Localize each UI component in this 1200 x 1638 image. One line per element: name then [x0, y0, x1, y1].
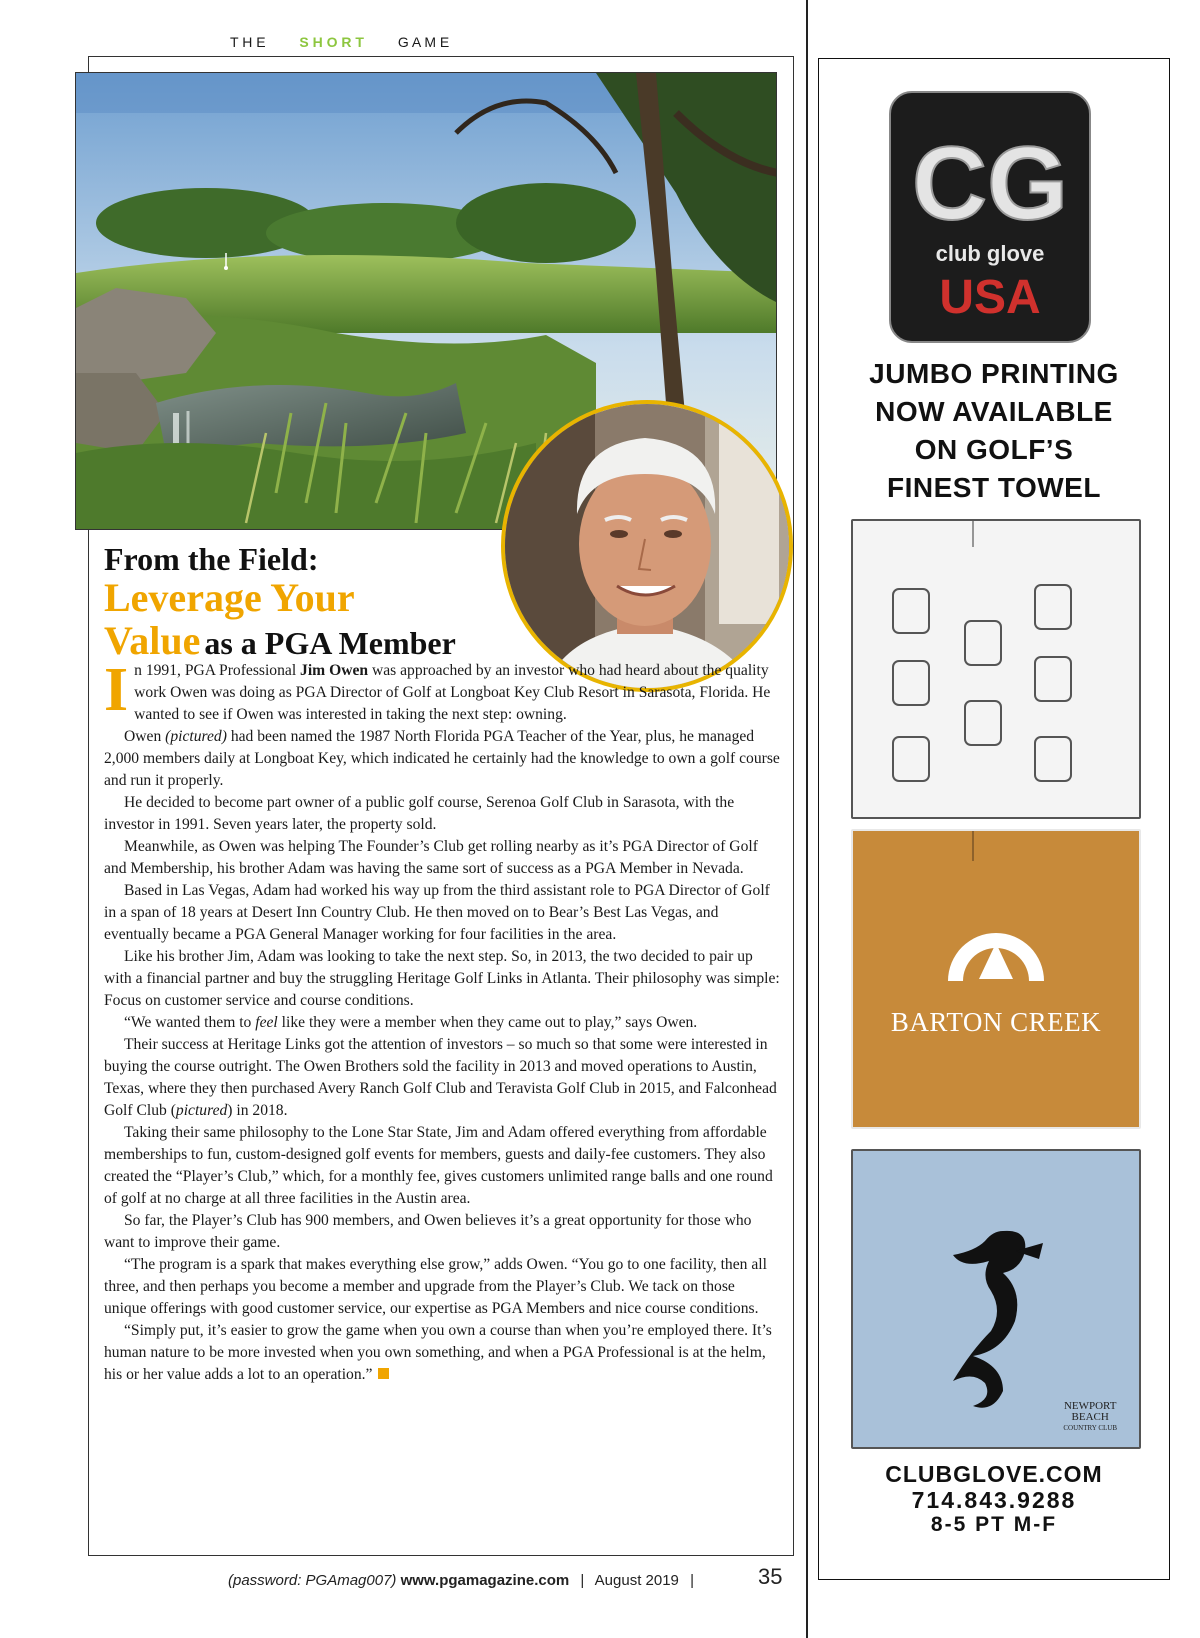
- headline-value: Value: [104, 618, 201, 663]
- barton-creek-text: BARTON CREEK: [890, 1007, 1102, 1037]
- towel-logo-mark: [965, 621, 1001, 665]
- ad-website[interactable]: CLUBGLOVE.COM: [885, 1461, 1103, 1487]
- page-number: 35: [758, 1564, 783, 1589]
- running-header-the: T H E: [230, 34, 266, 50]
- footer-date: August 2019: [594, 1572, 679, 1589]
- logo-cg-letters: CG: [912, 126, 1068, 242]
- paragraph-4: Meanwhile, as Owen was helping The Founder’s Club get rolling nearby as it’s PGA Director of Golf and Membership, his brother Adam was having the same sort of success as a PGA Member in Nevada.: [104, 838, 758, 877]
- end-of-article-mark: [378, 1368, 389, 1379]
- paragraph-2: Owen (pictured) had been named the 1987 North Florida PGA Teacher of the Year, plus, he managed 2,000 members daily at Longboat Key, which indicated he certainly had the knowledge to own a golf course and run it properly.: [104, 728, 780, 789]
- ad-headline: [819, 355, 1169, 507]
- towel-logo-mark: [1035, 737, 1071, 781]
- white-towel: [851, 519, 1141, 819]
- logo-club-glove-text: club glove: [935, 241, 1045, 266]
- headline-line-2: Leverage Your: [104, 575, 355, 620]
- ad-hours: 8-5 PT M-F: [930, 1513, 1058, 1536]
- footer-url[interactable]: www.pgamagazine.com: [400, 1572, 570, 1589]
- towel-logo-mark: [1035, 585, 1071, 629]
- club-glove-advertisement: [818, 58, 1170, 1580]
- paragraph-6: Like his brother Jim, Adam was looking to take the next step. So, in 2013, the two decided to pair up with a financial partner and buy the struggling Heritage Golf Links in Atlanta. Their philosophy was simple: Focus on customer service and course conditions.: [104, 948, 780, 1009]
- paragraph-8: Their success at Heritage Links got the attention of investors – so much so that some were interested in buying the course outright. The Owen Brothers sold the facility in 2013 and moved operations to Austin, Texas, where they then purchased Avery Ranch Golf Club and Teravista Golf Club in 2015, and Falconhead Golf Club (pictured) in 2018.: [104, 1036, 777, 1119]
- ad-headline-line-4: FINEST TOWEL: [887, 472, 1101, 503]
- paragraph-3: He decided to become part owner of a public golf course, Serenoa Golf Club in Sarasota, with the investor in 1991. Seven years later, the property sold.: [104, 794, 735, 833]
- towel-logo-mark: [1035, 657, 1071, 701]
- running-header-game: G A M E: [397, 34, 450, 50]
- ad-phone: 714.843.9288: [911, 1487, 1077, 1513]
- paragraph-11: “The program is a spark that makes everything else grow,” adds Owen. “You go to one facility, then all three, and then perhaps you become a member and upgrade from the Player’s Club. We tack on those unique offerings with good customer service, our expertise as PGA Members and nice course conditions.: [104, 1256, 767, 1317]
- club-glove-logo-badge: [889, 91, 1091, 343]
- club-glove-logo: [889, 91, 1091, 343]
- running-header: [230, 34, 479, 50]
- barton-creek-emblem: [853, 831, 1139, 1127]
- white-towel-logo-pattern: [853, 521, 1139, 817]
- jim-owen-name: Jim Owen: [300, 662, 369, 679]
- footer-password: (password: PGAmag007): [228, 1572, 397, 1589]
- headline-line-1: From the Field:: [104, 541, 319, 577]
- page-footer: [228, 1572, 701, 1589]
- paragraph-10: So far, the Player’s Club has 900 members, and Owen believes it’s a great opportunity for those who want to improve their game.: [104, 1212, 752, 1251]
- towel-logo-mark: [893, 661, 929, 705]
- headline-pga-member: as a PGA Member: [204, 625, 456, 661]
- paragraph-1: In 1991, PGA Professional Jim Owen was approached by an investor who had heard about the quality work Owen was doing as PGA Director of Golf at Longboat Key Club Resort in Sarasota, Florida. He wanted to see if Owen was interested in taking the next step: owning.: [104, 656, 771, 724]
- ad-headline-line-2: NOW AVAILABLE: [875, 396, 1113, 427]
- paragraph-7: “We wanted them to feel like they were a member when they came out to play,” says Owen.: [124, 1014, 698, 1031]
- column-divider: [806, 0, 808, 1638]
- towel-logo-mark: [893, 737, 929, 781]
- paragraph-5: Based in Las Vegas, Adam had worked his way up from the third assistant role to PGA Director of Golf in a span of 18 years at Desert Inn Country Club. He then moved on to Bear’s Best Las Vegas, and eventually became a PGA General Manager working for four facilities in the area.: [104, 882, 770, 943]
- jim-owen-portrait: [501, 400, 793, 692]
- article-headline: [104, 540, 524, 673]
- towel-logo-mark: [893, 589, 929, 633]
- barton-creek-towel: [851, 829, 1141, 1129]
- paragraph-12: “Simply put, it’s easier to grow the game when you own a course than when you’re employed there. It’s human nature to be more invested when you own something, and when a PGA Professional is at the helm, his or her value adds a lot to an operation.”: [104, 1322, 772, 1383]
- towel-logo-mark: [965, 701, 1001, 745]
- article-body: [104, 656, 780, 1386]
- ad-headline-line-3: ON GOLF’S: [914, 434, 1074, 465]
- logo-usa-text: USA: [939, 271, 1041, 324]
- newport-beach-text: NEWPORT BEACH COUNTRY CLUB: [1063, 1400, 1117, 1432]
- ad-headline-line-1: JUMBO PRINTING: [869, 358, 1119, 389]
- paragraph-9: Taking their same philosophy to the Lone Star State, Jim and Adam offered everything from affordable memberships to fun, custom-designed golf events for members, guests and daily-fee customers. They also created the “Player’s Club,” which, for a monthly fee, gives customers unlimited range balls and one round of golf at no charge at all three facilities in the Austin area.: [104, 1124, 773, 1207]
- newport-beach-towel: [851, 1149, 1141, 1449]
- drop-cap: I: [104, 656, 129, 724]
- ad-contact-info: [819, 1461, 1169, 1537]
- running-header-short: S H O R T: [299, 34, 364, 50]
- footer-separator-2: |: [690, 1572, 694, 1589]
- portrait-illustration: [505, 404, 789, 688]
- footer-separator: |: [580, 1572, 585, 1589]
